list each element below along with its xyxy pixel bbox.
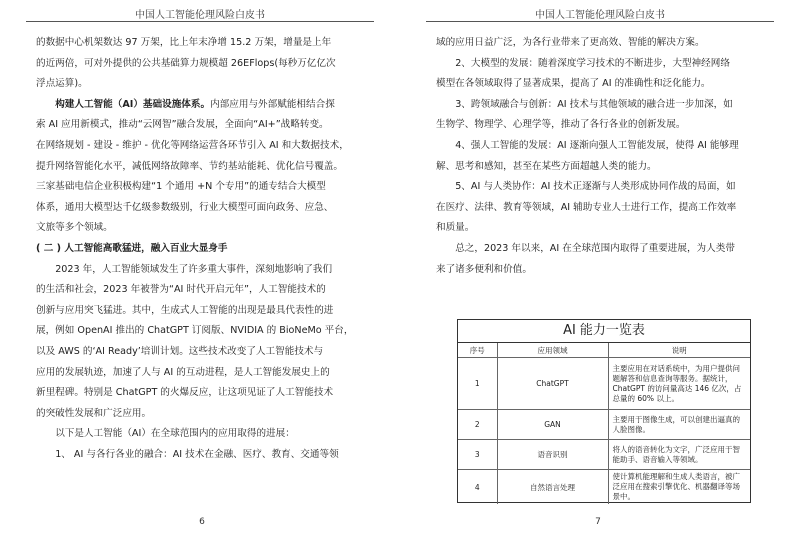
text-line: 的生活和社会，2023 年被誉为“AI 时代开启元年”，人工智能技术的 xyxy=(36,284,326,296)
table-row xyxy=(458,410,750,440)
page-body xyxy=(436,33,766,280)
row-description: 将人的语音转化为文字，广泛应用于智能助手、语音输入等领域。 xyxy=(608,440,750,470)
text-line: 以下是人工智能（AI）在全球范围内的应用取得的进展： xyxy=(55,428,295,440)
table-row xyxy=(458,358,750,410)
text-line: 新里程碑。特别是 ChatGPT 的火爆反应，让这项见证了人工智能技术 xyxy=(36,387,334,399)
list-item-first-line: 5、AI 与人类协作：AI 技术正逐渐与人类形成协同作战的局面，如 xyxy=(455,181,736,193)
page-number: 6 xyxy=(199,517,205,527)
table-row xyxy=(458,470,750,505)
column-header: 说明 xyxy=(608,343,750,358)
header-divider xyxy=(426,21,774,22)
summary-first-line: 总之，2023 年以来，AI 在全球范围内取得了重要进展，为人类带 xyxy=(455,242,735,254)
text-line: 1、 AI 与各行各业的融合：AI 技术在金融、医疗、教育、交通等领 xyxy=(55,448,339,460)
row-field: ChatGPT xyxy=(497,358,608,410)
page-header: 中国人工智能伦理风险白皮书 xyxy=(535,10,665,21)
capability-table xyxy=(458,343,750,504)
table-title: AI 能力一览表 xyxy=(458,320,750,343)
text-line: 展，例如 OpenAI 推出的 ChatGPT 订阅版、NVIDIA 的 BioNeMo 平台， xyxy=(36,325,354,337)
text-line: 以及 AWS 的‘AI Ready’培训计划。这些技术改变了人工智能技术与 xyxy=(36,345,324,357)
row-number: 3 xyxy=(458,440,497,470)
row-description: 使计算机能理解和生成人类语言，被广泛应用在搜索引擎优化、机器翻译等场景中。 xyxy=(608,470,750,505)
row-description: 主要应用在对话系统中，为用户提供问题解答和信息查询等服务。据统计，ChatGPT 的访问量高达 146 亿次，占总量的 60% 以上。 xyxy=(608,358,750,410)
text-line: 2023 年，人工智能领域发生了许多重大事件，深刻地影响了我们 xyxy=(55,263,333,275)
text-span: 内部应用与外部赋能相结合探 xyxy=(210,98,335,110)
text-line: 应用的发展轨迹，加速了人与 AI 的互动进程，是人工智能发展史上的 xyxy=(36,366,330,378)
text-line: 创新与应用突飞猛进。其中，生成式人工智能的出现是最具代表性的进 xyxy=(36,304,334,316)
row-field: GAN xyxy=(497,410,608,440)
row-field: 语音识别 xyxy=(497,440,608,470)
text-line: 索 AI 应用新模式，推动“云网智”融合发展，全面向“AI+”战略转变。 xyxy=(36,119,329,131)
text-line: 在网络规划 - 建设 - 维护 - 优化等网络运营各环节引入 AI 和大数据技术， xyxy=(36,139,349,151)
row-field: 自然语言处理 xyxy=(497,470,608,505)
row-number: 2 xyxy=(458,410,497,440)
paragraph-first-line xyxy=(36,95,366,116)
text-line: 提升网络智能化水平，减低网络故障率、节约基站能耗、优化信号覆盖。 xyxy=(36,160,343,172)
row-number: 1 xyxy=(458,358,497,410)
text-line: 域的应用日益广泛，为各行业带来了更高效、智能的解决方案。 xyxy=(436,37,705,48)
text-line: 体系，通用大模型达千亿级参数级别，行业大模型可面向政务、应急、 xyxy=(36,201,334,213)
right-page xyxy=(400,0,800,543)
page-body xyxy=(36,33,366,465)
page-header: 中国人工智能伦理风险白皮书 xyxy=(135,10,265,21)
text-line: 的数据中心机架数达 97 万架，比上年末净增 15.2 万架，增量是上年 xyxy=(36,37,332,48)
section-heading: ( 二 ) 人工智能高歌猛进，融入百业大显身手 xyxy=(36,242,228,254)
ai-capability-table xyxy=(457,319,751,503)
list-item-first-line: 3、跨领域融合与创新：AI 技术与其他领域的融合进一步加深，如 xyxy=(455,98,733,110)
text-line: 的突破性发展和广泛应用。 xyxy=(36,407,152,419)
list-item-first-line: 4、强人工智能的发展：AI 逐渐向强人工智能发展，使得 AI 能够理 xyxy=(455,139,739,151)
bold-lead: 构建人工智能（AI）基础设施体系。 xyxy=(55,98,211,110)
row-number: 4 xyxy=(458,470,497,505)
column-header: 应用领域 xyxy=(497,343,608,358)
page-number: 7 xyxy=(595,517,601,527)
text-line: 三家基础电信企业积极构建“1 个通用 +N 个专用”的通专结合大模型 xyxy=(36,181,326,193)
text-line: 模型在各领域取得了显著成果，提高了 AI 的准确性和泛化能力。 xyxy=(436,78,711,90)
text-line: 在医疗、法律、教育等领域，AI 辅助专业人士进行工作，提高工作效率 xyxy=(436,201,737,213)
header-divider xyxy=(26,21,374,22)
text-line: 和质量。 xyxy=(436,222,475,234)
text-line: 解、思考和感知，甚至在某些方面超越人类的能力。 xyxy=(436,160,657,172)
text-line: 的近两倍，可对外提供的公共基础算力规模超 26EFlops(每秒万亿亿次 xyxy=(36,57,336,69)
text-line: 文旅等多个领域。 xyxy=(36,222,113,234)
table-header-row xyxy=(458,343,750,358)
table-row xyxy=(458,440,750,470)
text-line: 生物学、物理学、心理学等，推动了各行各业的创新发展。 xyxy=(436,119,686,131)
list-item-first-line: 2、大模型的发展：随着深度学习技术的不断进步，大型神经网络 xyxy=(455,57,730,69)
row-description: 主要用于图像生成，可以创建出逼真的人脸图像。 xyxy=(608,410,750,440)
column-header: 序号 xyxy=(458,343,497,358)
text-line: 来了诸多便利和价值。 xyxy=(436,263,532,275)
text-line: 浮点运算)。 xyxy=(36,78,88,90)
